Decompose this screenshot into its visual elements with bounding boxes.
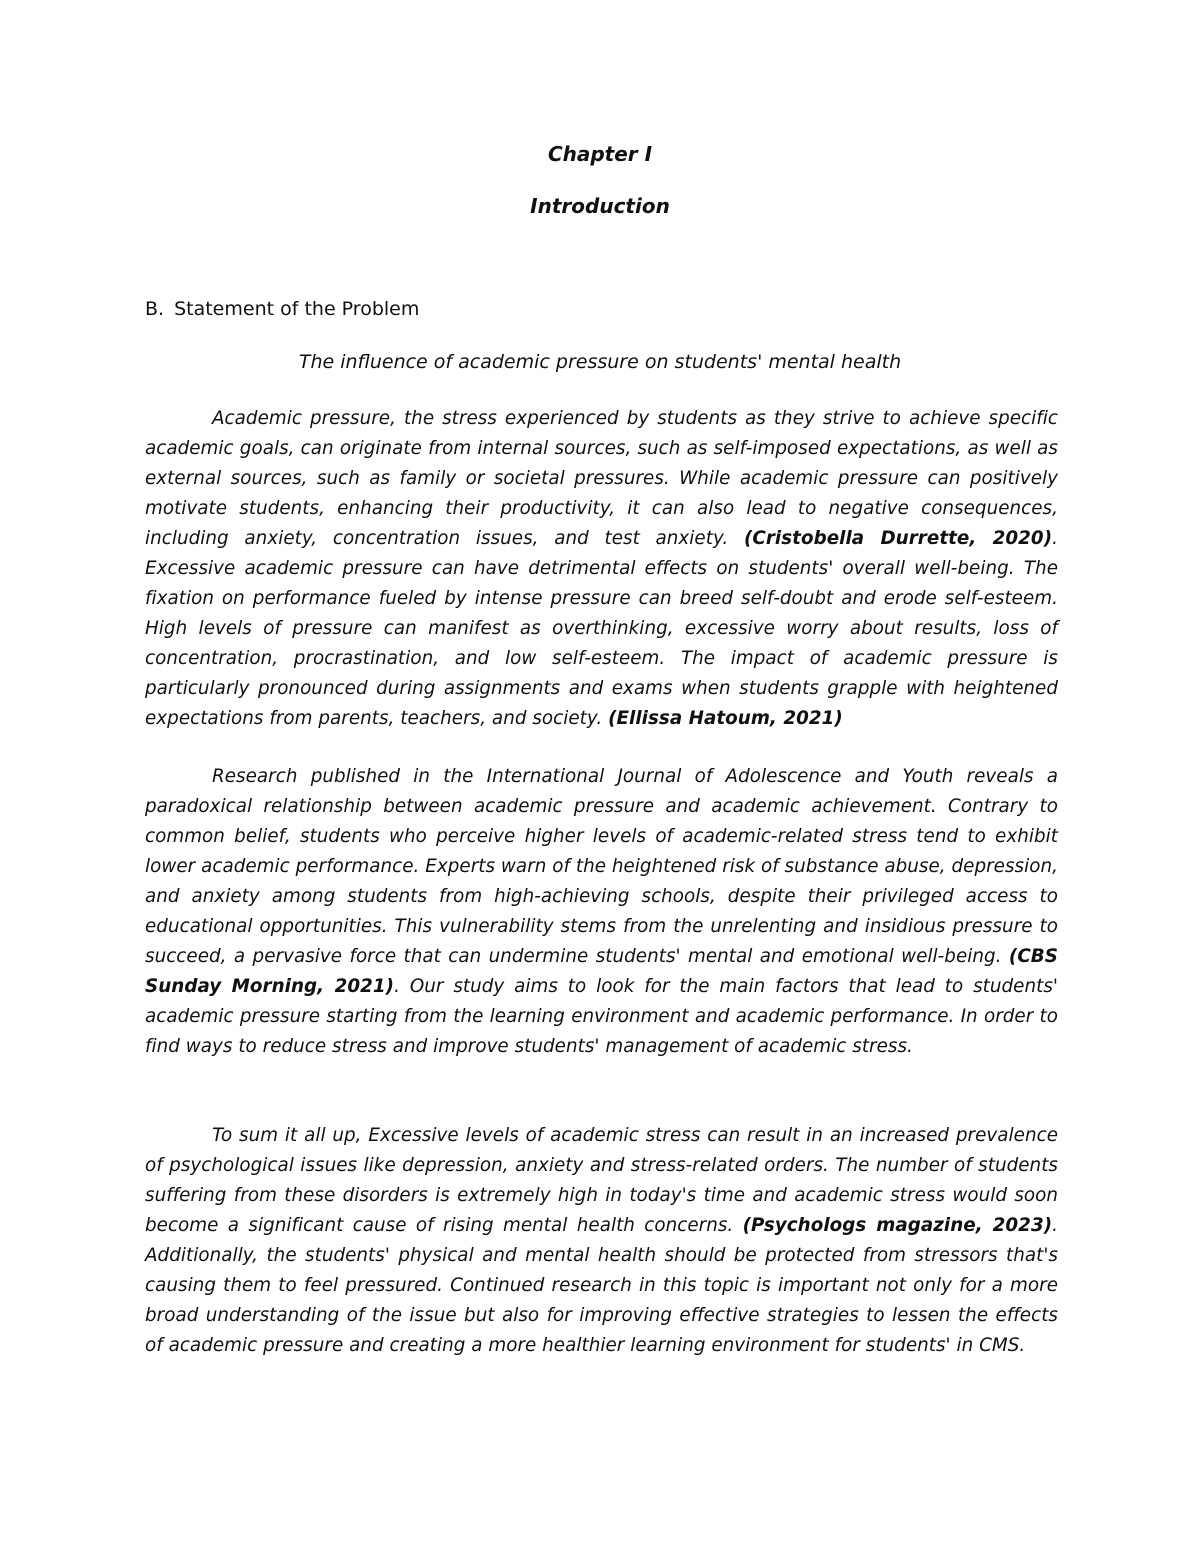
topic-line: The influence of academic pressure on students' mental health (298, 351, 902, 373)
paragraph-text: To sum it all up, Excessive levels of academic stress can result in an increased prevalence of psychological issues like depression, anxiety and stress-related orders. The number of students suffering from these disorders is extremely high in today's time and academic stress would soon become a significant cause of rising mental health concerns. (145, 1125, 1058, 1236)
section-title: Statement of the Problem (174, 298, 420, 320)
paragraph-3 (145, 1121, 1058, 1361)
paragraph-2 (145, 762, 1058, 1062)
chapter-heading: Chapter I (547, 142, 653, 166)
citation: (CBS Sunday Morning, 2021) (145, 946, 1058, 997)
paragraph-text: . Our study aims to look for the main factors that lead to students' academic pressure starting from the learning environment and academic performance. In order to find ways to reduce stress and improve students' management of academic stress. (145, 976, 1058, 1057)
paragraph-text: Academic pressure, the stress experienced by students as they strive to achieve specific academic goals, can originate from internal sources, such as self-imposed expectations, as well as external sources, such as family or societal pressures. While academic pressure can positively motivate students, enhancing their productivity, it can also lead to negative consequences, including anxiety, concentration issues, and test anxiety. (145, 408, 1058, 549)
paragraph-1 (145, 404, 1058, 734)
citation: (Ellissa Hatoum, 2021) (608, 708, 843, 729)
paragraph-text: Research published in the International Journal of Adolescence and Youth reveals a paradoxical relationship between academic pressure and academic achievement. Contrary to common belief, students who perceive higher levels of academic-related stress tend to exhibit lower academic performance. Experts warn of the heightened risk of substance abuse, depression, and anxiety among students from high-achieving schools, despite their privileged access to educational opportunities. This vulnerability stems from the unrelenting and insidious pressure to succeed, a pervasive force that can undermine students' mental and emotional well-being. (145, 766, 1058, 967)
paragraph-text: . Additionally, the students' physical and mental health should be protected from stressors that's causing them to feel pressured. Continued research in this topic is important not only for a more broad understanding of the issue but also for improving effective strategies to lessen the effects of academic pressure and creating a more healthier learning environment for students' in CMS. (145, 1215, 1059, 1356)
paragraph-text: . Excessive academic pressure can have detrimental effects on students' overall well-being. The fixation on performance fueled by intense pressure can breed self-doubt and erode self-esteem. High levels of pressure can manifest as overthinking, excessive worry about results, loss of concentration, procrastination, and low self-esteem. The impact of academic pressure is particularly pronounced during assignments and exams when students grapple with heightened expectations from parents, teachers, and society. (145, 528, 1058, 729)
chapter-title: Introduction (530, 194, 670, 218)
section-letter: B. (145, 298, 165, 320)
citation: (Psychologs magazine, 2023) (742, 1215, 1053, 1236)
section-heading (145, 298, 419, 320)
citation: (Cristobella Durrette, 2020) (743, 528, 1053, 549)
